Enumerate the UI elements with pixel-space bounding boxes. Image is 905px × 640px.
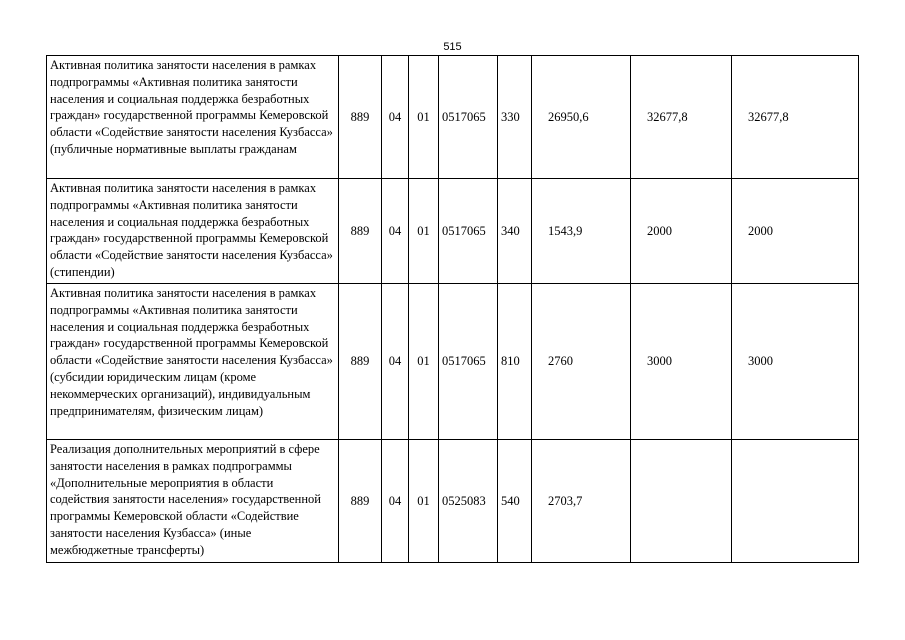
row-description: Активная политика занятости населения в рамках подпрограммы «Активная политика занятости населения и социальная поддержка безработных граждан» государственной программы Кемеровской области «Содействие занятости населения Кузбасса» (публичные нормативные выплаты гражданам (47, 56, 339, 179)
cell-amount-year-2: 3000 (631, 284, 732, 440)
table-row (47, 56, 859, 179)
cell-department-code: 889 (339, 440, 382, 563)
cell-amount-year-1: 26950,6 (532, 56, 631, 179)
cell-expense-type: 540 (498, 440, 532, 563)
row-description: Активная политика занятости населения в рамках подпрограммы «Активная политика занятости населения и социальная поддержка безработных граждан» государственной программы Кемеровской области «Содействие занятости населения Кузбасса» (стипендии) (47, 179, 339, 284)
cell-amount-year-1: 2760 (532, 284, 631, 440)
cell-amount-year-1: 1543,9 (532, 179, 631, 284)
cell-target-article: 0517065 (439, 56, 498, 179)
cell-section-code: 04 (382, 440, 409, 563)
cell-target-article: 0525083 (439, 440, 498, 563)
cell-subsection-code: 01 (409, 284, 439, 440)
cell-subsection-code: 01 (409, 56, 439, 179)
table-row (47, 179, 859, 284)
cell-expense-type: 810 (498, 284, 532, 440)
page-number: 515 (443, 41, 462, 53)
cell-amount-year-3: 3000 (732, 284, 859, 440)
table-row (47, 440, 859, 563)
cell-amount-year-2: 2000 (631, 179, 732, 284)
row-description: Активная политика занятости населения в рамках подпрограммы «Активная политика занятости населения и социальная поддержка безработных граждан» государственной программы Кемеровской области «Содействие занятости населения Кузбасса» (субсидии юридическим лицам (кроме некоммерческих организаций), индивидуальным предпринимателям, физическим лицам) (47, 284, 339, 440)
cell-subsection-code: 01 (409, 179, 439, 284)
cell-subsection-code: 01 (409, 440, 439, 563)
cell-amount-year-1: 2703,7 (532, 440, 631, 563)
row-description: Реализация дополнительных мероприятий в сфере занятости населения в рамках подпрограммы «Дополнительные мероприятия в области содействия занятости населения» государственной программы Кемеровской области «Содействие занятости населения Кузбасса» (иные межбюджетные трансферты) (47, 440, 339, 563)
cell-amount-year-2: 32677,8 (631, 56, 732, 179)
cell-section-code: 04 (382, 56, 409, 179)
cell-department-code: 889 (339, 179, 382, 284)
cell-amount-year-3: 32677,8 (732, 56, 859, 179)
cell-target-article: 0517065 (439, 179, 498, 284)
cell-expense-type: 330 (498, 56, 532, 179)
cell-amount-year-2 (631, 440, 732, 563)
table-row (47, 284, 859, 440)
budget-table (46, 55, 859, 563)
cell-expense-type: 340 (498, 179, 532, 284)
cell-department-code: 889 (339, 284, 382, 440)
cell-section-code: 04 (382, 179, 409, 284)
cell-target-article: 0517065 (439, 284, 498, 440)
cell-amount-year-3: 2000 (732, 179, 859, 284)
cell-section-code: 04 (382, 284, 409, 440)
cell-department-code: 889 (339, 56, 382, 179)
cell-amount-year-3 (732, 440, 859, 563)
